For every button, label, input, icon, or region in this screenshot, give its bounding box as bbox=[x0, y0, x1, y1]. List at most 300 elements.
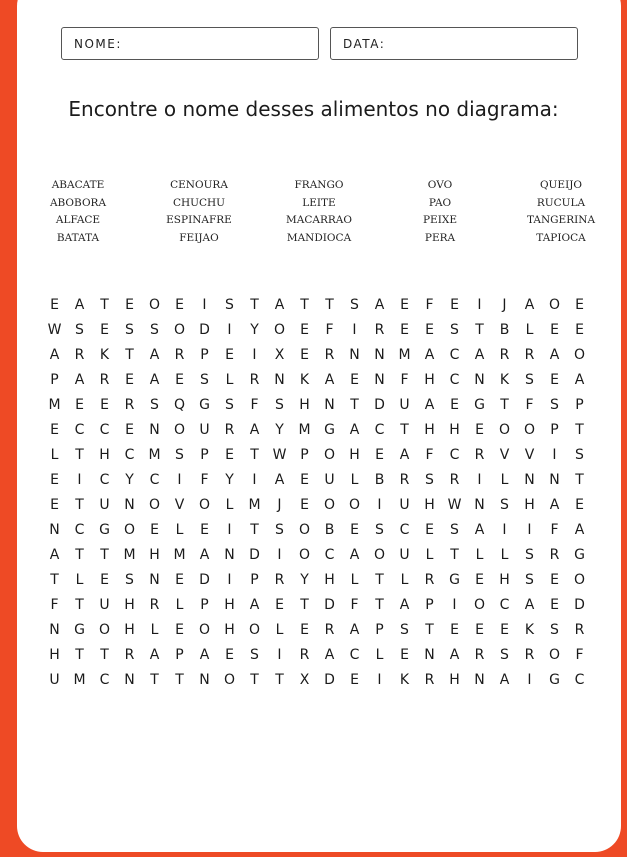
grid-letter[interactable]: N bbox=[474, 497, 485, 513]
grid-letter[interactable]: E bbox=[50, 297, 59, 313]
grid-letter[interactable]: L bbox=[350, 472, 359, 488]
grid-letter[interactable]: D bbox=[249, 547, 260, 563]
grid-letter[interactable]: L bbox=[500, 547, 509, 563]
grid-letter[interactable]: D bbox=[324, 597, 335, 613]
grid-letter[interactable]: T bbox=[75, 597, 84, 613]
grid-letter[interactable]: A bbox=[399, 597, 410, 613]
grid-letter[interactable]: A bbox=[424, 397, 435, 413]
grid-letter[interactable]: E bbox=[475, 572, 484, 588]
grid-letter[interactable]: C bbox=[99, 672, 110, 688]
grid-letter[interactable]: N bbox=[474, 372, 485, 388]
grid-letter[interactable]: Y bbox=[125, 472, 134, 488]
grid-letter[interactable]: R bbox=[249, 372, 260, 388]
grid-letter[interactable]: P bbox=[200, 597, 209, 613]
grid-letter[interactable]: E bbox=[50, 497, 59, 513]
grid-letter[interactable]: E bbox=[225, 647, 234, 663]
grid-letter[interactable]: K bbox=[299, 372, 310, 388]
grid-letter[interactable]: E bbox=[75, 397, 84, 413]
grid-letter[interactable]: S bbox=[225, 397, 234, 413]
grid-letter[interactable]: O bbox=[223, 672, 236, 688]
grid-letter[interactable]: C bbox=[74, 522, 85, 538]
grid-letter[interactable]: Y bbox=[225, 472, 234, 488]
grid-letter[interactable]: D bbox=[199, 572, 210, 588]
grid-letter[interactable]: S bbox=[125, 572, 134, 588]
grid-letter[interactable]: T bbox=[300, 597, 309, 613]
grid-letter[interactable]: D bbox=[324, 672, 335, 688]
grid-letter[interactable]: N bbox=[224, 547, 235, 563]
grid-letter[interactable]: M bbox=[398, 347, 411, 363]
grid-letter[interactable]: T bbox=[500, 397, 509, 413]
grid-letter[interactable]: E bbox=[400, 297, 409, 313]
grid-letter[interactable]: U bbox=[399, 547, 410, 563]
grid-letter[interactable]: P bbox=[550, 422, 559, 438]
grid-letter[interactable]: I bbox=[202, 297, 207, 313]
grid-letter[interactable]: Q bbox=[173, 397, 186, 413]
grid-letter[interactable]: J bbox=[277, 497, 282, 513]
grid-letter[interactable]: L bbox=[425, 547, 434, 563]
grid-letter[interactable]: D bbox=[374, 397, 385, 413]
grid-letter[interactable]: I bbox=[252, 347, 257, 363]
grid-letter[interactable]: D bbox=[574, 597, 585, 613]
grid-letter[interactable]: S bbox=[275, 522, 284, 538]
grid-letter[interactable]: O bbox=[573, 572, 586, 588]
grid-letter[interactable]: E bbox=[575, 322, 584, 338]
grid-letter[interactable]: C bbox=[149, 472, 160, 488]
grid-letter[interactable]: H bbox=[224, 597, 235, 613]
grid-letter[interactable]: C bbox=[74, 422, 85, 438]
grid-letter[interactable]: A bbox=[49, 547, 60, 563]
grid-letter[interactable]: T bbox=[475, 322, 484, 338]
grid-letter[interactable]: P bbox=[375, 622, 384, 638]
grid-letter[interactable]: M bbox=[298, 422, 311, 438]
grid-letter[interactable]: A bbox=[274, 297, 285, 313]
grid-letter[interactable]: L bbox=[175, 597, 184, 613]
grid-letter[interactable]: N bbox=[324, 397, 335, 413]
grid-letter[interactable]: U bbox=[399, 397, 410, 413]
grid-letter[interactable]: C bbox=[499, 597, 510, 613]
grid-letter[interactable]: S bbox=[400, 622, 409, 638]
grid-letter[interactable]: B bbox=[324, 522, 335, 538]
grid-letter[interactable]: I bbox=[552, 447, 557, 463]
grid-letter[interactable]: R bbox=[524, 347, 535, 363]
grid-letter[interactable]: F bbox=[400, 372, 409, 388]
grid-letter[interactable]: S bbox=[275, 397, 284, 413]
grid-letter[interactable]: C bbox=[99, 472, 110, 488]
grid-letter[interactable]: A bbox=[149, 347, 160, 363]
grid-letter[interactable]: O bbox=[198, 497, 211, 513]
grid-letter[interactable]: T bbox=[100, 647, 109, 663]
grid-letter[interactable]: B bbox=[499, 322, 510, 338]
grid-letter[interactable]: A bbox=[524, 297, 535, 313]
grid-letter[interactable]: L bbox=[75, 572, 84, 588]
grid-letter[interactable]: S bbox=[75, 322, 84, 338]
grid-letter[interactable]: H bbox=[124, 622, 135, 638]
grid-letter[interactable]: R bbox=[224, 422, 235, 438]
grid-letter[interactable]: T bbox=[50, 572, 59, 588]
grid-letter[interactable]: R bbox=[424, 572, 435, 588]
grid-letter[interactable]: H bbox=[424, 497, 435, 513]
grid-letter[interactable]: I bbox=[227, 322, 232, 338]
grid-letter[interactable]: W bbox=[447, 497, 462, 513]
grid-letter[interactable]: E bbox=[475, 622, 484, 638]
grid-letter[interactable]: E bbox=[300, 472, 309, 488]
grid-letter[interactable]: L bbox=[275, 622, 284, 638]
grid-letter[interactable]: I bbox=[477, 297, 482, 313]
grid-letter[interactable]: T bbox=[250, 522, 259, 538]
grid-letter[interactable]: A bbox=[474, 522, 485, 538]
grid-letter[interactable]: M bbox=[73, 672, 86, 688]
grid-letter[interactable]: A bbox=[149, 647, 160, 663]
grid-letter[interactable]: L bbox=[525, 322, 534, 338]
grid-letter[interactable]: O bbox=[323, 497, 336, 513]
grid-letter[interactable]: N bbox=[274, 372, 285, 388]
grid-letter[interactable]: L bbox=[350, 572, 359, 588]
grid-letter[interactable]: O bbox=[273, 322, 286, 338]
grid-letter[interactable]: N bbox=[374, 347, 385, 363]
grid-letter[interactable]: H bbox=[324, 572, 335, 588]
grid-letter[interactable]: I bbox=[352, 322, 357, 338]
grid-letter[interactable]: I bbox=[277, 647, 282, 663]
grid-letter[interactable]: S bbox=[150, 397, 159, 413]
grid-letter[interactable]: I bbox=[227, 572, 232, 588]
grid-letter[interactable]: E bbox=[125, 297, 134, 313]
grid-letter[interactable]: H bbox=[99, 447, 110, 463]
grid-letter[interactable]: R bbox=[424, 672, 435, 688]
grid-letter[interactable]: S bbox=[425, 472, 434, 488]
grid-letter[interactable]: E bbox=[175, 622, 184, 638]
grid-letter[interactable]: A bbox=[474, 347, 485, 363]
grid-letter[interactable]: O bbox=[473, 597, 486, 613]
grid-letter[interactable]: I bbox=[377, 672, 382, 688]
grid-letter[interactable]: H bbox=[224, 622, 235, 638]
grid-letter[interactable]: S bbox=[525, 572, 534, 588]
grid-letter[interactable]: E bbox=[425, 522, 434, 538]
grid-letter[interactable]: A bbox=[549, 347, 560, 363]
grid-letter[interactable]: V bbox=[499, 447, 510, 463]
grid-letter[interactable]: C bbox=[449, 372, 460, 388]
grid-letter[interactable]: T bbox=[250, 297, 259, 313]
date-field[interactable] bbox=[330, 27, 578, 60]
grid-letter[interactable]: E bbox=[225, 447, 234, 463]
grid-letter[interactable]: J bbox=[502, 297, 507, 313]
grid-letter[interactable]: E bbox=[275, 597, 284, 613]
grid-letter[interactable]: S bbox=[150, 322, 159, 338]
grid-letter[interactable]: T bbox=[75, 447, 84, 463]
grid-letter[interactable]: E bbox=[50, 422, 59, 438]
grid-letter[interactable]: E bbox=[300, 497, 309, 513]
grid-letter[interactable]: T bbox=[100, 297, 109, 313]
grid-letter[interactable]: R bbox=[74, 347, 85, 363]
grid-letter[interactable]: S bbox=[350, 297, 359, 313]
grid-letter[interactable]: L bbox=[175, 522, 184, 538]
grid-letter[interactable]: C bbox=[324, 547, 335, 563]
grid-letter[interactable]: A bbox=[324, 372, 335, 388]
grid-letter[interactable]: A bbox=[424, 347, 435, 363]
grid-letter[interactable]: N bbox=[49, 522, 60, 538]
grid-letter[interactable]: N bbox=[49, 622, 60, 638]
grid-letter[interactable]: N bbox=[124, 497, 135, 513]
grid-letter[interactable]: S bbox=[450, 322, 459, 338]
grid-letter[interactable]: C bbox=[99, 422, 110, 438]
grid-letter[interactable]: D bbox=[199, 322, 210, 338]
grid-letter[interactable]: T bbox=[250, 447, 259, 463]
grid-letter[interactable]: F bbox=[550, 522, 559, 538]
grid-letter[interactable]: K bbox=[499, 372, 510, 388]
grid-letter[interactable]: E bbox=[350, 672, 359, 688]
grid-letter[interactable]: F bbox=[575, 647, 584, 663]
grid-letter[interactable]: T bbox=[325, 297, 334, 313]
grid-letter[interactable]: P bbox=[575, 397, 584, 413]
grid-letter[interactable]: A bbox=[274, 472, 285, 488]
grid-letter[interactable]: C bbox=[449, 447, 460, 463]
grid-letter[interactable]: O bbox=[148, 297, 161, 313]
grid-letter[interactable]: E bbox=[575, 297, 584, 313]
grid-letter[interactable]: C bbox=[349, 647, 360, 663]
grid-letter[interactable]: E bbox=[375, 447, 384, 463]
grid-letter[interactable]: E bbox=[550, 322, 559, 338]
grid-letter[interactable]: E bbox=[500, 622, 509, 638]
grid-letter[interactable]: F bbox=[350, 597, 359, 613]
grid-letter[interactable]: S bbox=[125, 322, 134, 338]
grid-letter[interactable]: N bbox=[199, 672, 210, 688]
grid-letter[interactable]: I bbox=[77, 472, 82, 488]
grid-letter[interactable]: L bbox=[475, 547, 484, 563]
grid-letter[interactable]: F bbox=[50, 597, 59, 613]
grid-letter[interactable]: T bbox=[375, 572, 384, 588]
grid-letter[interactable]: O bbox=[248, 622, 261, 638]
grid-letter[interactable]: I bbox=[452, 597, 457, 613]
grid-letter[interactable]: G bbox=[474, 397, 485, 413]
grid-letter[interactable]: F bbox=[200, 472, 209, 488]
grid-letter[interactable]: G bbox=[449, 572, 460, 588]
grid-letter[interactable]: H bbox=[499, 572, 510, 588]
grid-letter[interactable]: T bbox=[175, 672, 184, 688]
grid-letter[interactable]: O bbox=[548, 297, 561, 313]
grid-letter[interactable]: T bbox=[575, 472, 584, 488]
grid-letter[interactable]: P bbox=[200, 347, 209, 363]
grid-letter[interactable]: O bbox=[573, 347, 586, 363]
grid-letter[interactable]: N bbox=[124, 672, 135, 688]
grid-letter[interactable]: O bbox=[173, 422, 186, 438]
grid-letter[interactable]: R bbox=[549, 547, 560, 563]
grid-letter[interactable]: T bbox=[400, 422, 409, 438]
grid-letter[interactable]: R bbox=[124, 647, 135, 663]
grid-letter[interactable]: O bbox=[298, 522, 311, 538]
grid-letter[interactable]: R bbox=[124, 397, 135, 413]
grid-letter[interactable]: V bbox=[174, 497, 185, 513]
grid-letter[interactable]: W bbox=[272, 447, 287, 463]
grid-letter[interactable]: E bbox=[450, 622, 459, 638]
grid-letter[interactable]: P bbox=[50, 372, 59, 388]
grid-letter[interactable]: K bbox=[99, 347, 110, 363]
grid-letter[interactable]: E bbox=[450, 397, 459, 413]
grid-letter[interactable]: P bbox=[425, 597, 434, 613]
grid-letter[interactable]: R bbox=[474, 447, 485, 463]
grid-letter[interactable]: R bbox=[324, 622, 335, 638]
grid-letter[interactable]: U bbox=[49, 672, 60, 688]
grid-letter[interactable]: A bbox=[499, 672, 510, 688]
grid-letter[interactable]: K bbox=[524, 622, 535, 638]
grid-letter[interactable]: O bbox=[98, 622, 111, 638]
grid-letter[interactable]: E bbox=[450, 297, 459, 313]
grid-letter[interactable]: O bbox=[348, 497, 361, 513]
grid-letter[interactable]: R bbox=[474, 647, 485, 663]
grid-letter[interactable]: Y bbox=[275, 422, 284, 438]
grid-letter[interactable]: G bbox=[99, 522, 110, 538]
grid-letter[interactable]: O bbox=[498, 422, 511, 438]
grid-letter[interactable]: T bbox=[75, 497, 84, 513]
grid-letter[interactable]: L bbox=[500, 472, 509, 488]
grid-letter[interactable]: H bbox=[524, 497, 535, 513]
grid-letter[interactable]: A bbox=[74, 297, 85, 313]
grid-letter[interactable]: S bbox=[550, 622, 559, 638]
grid-letter[interactable]: F bbox=[425, 447, 434, 463]
grid-letter[interactable]: N bbox=[524, 472, 535, 488]
grid-letter[interactable]: Y bbox=[300, 572, 309, 588]
grid-letter[interactable]: O bbox=[523, 422, 536, 438]
grid-letter[interactable]: E bbox=[225, 347, 234, 363]
grid-letter[interactable]: T bbox=[75, 647, 84, 663]
grid-letter[interactable]: N bbox=[349, 347, 360, 363]
grid-letter[interactable]: H bbox=[424, 422, 435, 438]
grid-letter[interactable]: I bbox=[502, 522, 507, 538]
grid-letter[interactable]: F bbox=[425, 297, 434, 313]
grid-letter[interactable]: B bbox=[374, 472, 385, 488]
grid-letter[interactable]: O bbox=[173, 322, 186, 338]
grid-letter[interactable]: S bbox=[200, 372, 209, 388]
grid-letter[interactable]: E bbox=[400, 322, 409, 338]
grid-letter[interactable]: P bbox=[175, 647, 184, 663]
grid-letter[interactable]: U bbox=[99, 597, 110, 613]
grid-letter[interactable]: L bbox=[150, 622, 159, 638]
grid-letter[interactable]: A bbox=[549, 497, 560, 513]
grid-letter[interactable]: F bbox=[325, 322, 334, 338]
grid-letter[interactable]: S bbox=[450, 522, 459, 538]
grid-letter[interactable]: K bbox=[399, 672, 410, 688]
grid-letter[interactable]: A bbox=[574, 372, 585, 388]
grid-letter[interactable]: M bbox=[248, 497, 261, 513]
grid-letter[interactable]: E bbox=[175, 297, 184, 313]
grid-letter[interactable]: T bbox=[375, 597, 384, 613]
grid-letter[interactable]: E bbox=[125, 422, 134, 438]
grid-letter[interactable]: L bbox=[375, 647, 384, 663]
grid-letter[interactable]: T bbox=[575, 422, 584, 438]
grid-letter[interactable]: S bbox=[175, 447, 184, 463]
grid-letter[interactable]: E bbox=[50, 472, 59, 488]
grid-letter[interactable]: E bbox=[175, 372, 184, 388]
grid-letter[interactable]: C bbox=[124, 447, 135, 463]
grid-letter[interactable]: A bbox=[324, 647, 335, 663]
grid-letter[interactable]: P bbox=[300, 447, 309, 463]
grid-letter[interactable]: E bbox=[350, 372, 359, 388]
grid-letter[interactable]: H bbox=[424, 372, 435, 388]
grid-letter[interactable]: I bbox=[277, 547, 282, 563]
grid-letter[interactable]: H bbox=[449, 422, 460, 438]
grid-letter[interactable]: E bbox=[100, 397, 109, 413]
grid-letter[interactable]: T bbox=[75, 547, 84, 563]
grid-letter[interactable]: R bbox=[99, 372, 110, 388]
grid-letter[interactable]: E bbox=[550, 572, 559, 588]
grid-letter[interactable]: M bbox=[173, 547, 186, 563]
grid-letter[interactable]: E bbox=[150, 522, 159, 538]
grid-letter[interactable]: X bbox=[299, 672, 310, 688]
grid-letter[interactable]: S bbox=[575, 447, 584, 463]
grid-letter[interactable]: E bbox=[300, 622, 309, 638]
grid-letter[interactable]: A bbox=[149, 372, 160, 388]
grid-letter[interactable]: T bbox=[100, 547, 109, 563]
grid-letter[interactable]: T bbox=[150, 672, 159, 688]
grid-letter[interactable]: N bbox=[374, 372, 385, 388]
grid-letter[interactable]: R bbox=[299, 647, 310, 663]
grid-letter[interactable]: R bbox=[374, 322, 385, 338]
grid-letter[interactable]: R bbox=[324, 347, 335, 363]
grid-letter[interactable]: S bbox=[500, 497, 509, 513]
grid-letter[interactable]: E bbox=[125, 372, 134, 388]
grid-letter[interactable]: C bbox=[449, 347, 460, 363]
grid-letter[interactable]: A bbox=[374, 297, 385, 313]
grid-letter[interactable]: X bbox=[274, 347, 285, 363]
grid-letter[interactable]: P bbox=[250, 572, 259, 588]
grid-letter[interactable]: A bbox=[524, 597, 535, 613]
grid-letter[interactable]: H bbox=[299, 397, 310, 413]
grid-letter[interactable]: A bbox=[574, 522, 585, 538]
grid-letter[interactable]: L bbox=[50, 447, 59, 463]
grid-letter[interactable]: G bbox=[549, 672, 560, 688]
grid-letter[interactable]: H bbox=[149, 547, 160, 563]
grid-letter[interactable]: E bbox=[475, 422, 484, 438]
grid-letter[interactable]: H bbox=[449, 672, 460, 688]
grid-letter[interactable]: A bbox=[349, 547, 360, 563]
grid-letter[interactable]: A bbox=[349, 622, 360, 638]
grid-letter[interactable]: I bbox=[377, 497, 382, 513]
grid-letter[interactable]: O bbox=[123, 522, 136, 538]
grid-letter[interactable]: A bbox=[399, 447, 410, 463]
grid-letter[interactable]: N bbox=[549, 472, 560, 488]
grid-letter[interactable]: W bbox=[47, 322, 62, 338]
grid-letter[interactable]: H bbox=[349, 447, 360, 463]
grid-letter[interactable]: L bbox=[225, 372, 234, 388]
grid-letter[interactable]: E bbox=[300, 347, 309, 363]
grid-letter[interactable]: E bbox=[300, 322, 309, 338]
grid-letter[interactable]: I bbox=[177, 472, 182, 488]
grid-letter[interactable]: O bbox=[323, 447, 336, 463]
grid-letter[interactable]: O bbox=[298, 547, 311, 563]
grid-letter[interactable]: N bbox=[424, 647, 435, 663]
grid-letter[interactable]: M bbox=[123, 547, 136, 563]
grid-letter[interactable]: R bbox=[449, 472, 460, 488]
grid-letter[interactable]: U bbox=[324, 472, 335, 488]
grid-letter[interactable]: A bbox=[199, 647, 210, 663]
grid-letter[interactable]: M bbox=[48, 397, 61, 413]
grid-letter[interactable]: I bbox=[252, 472, 257, 488]
grid-letter[interactable]: G bbox=[574, 547, 585, 563]
grid-letter[interactable]: O bbox=[548, 647, 561, 663]
grid-letter[interactable]: H bbox=[49, 647, 60, 663]
grid-letter[interactable]: T bbox=[450, 547, 459, 563]
grid-letter[interactable]: E bbox=[400, 647, 409, 663]
grid-letter[interactable]: G bbox=[324, 422, 335, 438]
grid-letter[interactable]: I bbox=[527, 522, 532, 538]
grid-letter[interactable]: A bbox=[49, 347, 60, 363]
grid-letter[interactable]: T bbox=[300, 297, 309, 313]
grid-letter[interactable]: L bbox=[225, 497, 234, 513]
grid-letter[interactable]: I bbox=[527, 672, 532, 688]
grid-letter[interactable]: N bbox=[149, 572, 160, 588]
grid-letter[interactable]: S bbox=[250, 647, 259, 663]
grid-letter[interactable]: G bbox=[74, 622, 85, 638]
grid-letter[interactable]: R bbox=[524, 647, 535, 663]
grid-letter[interactable]: E bbox=[425, 322, 434, 338]
